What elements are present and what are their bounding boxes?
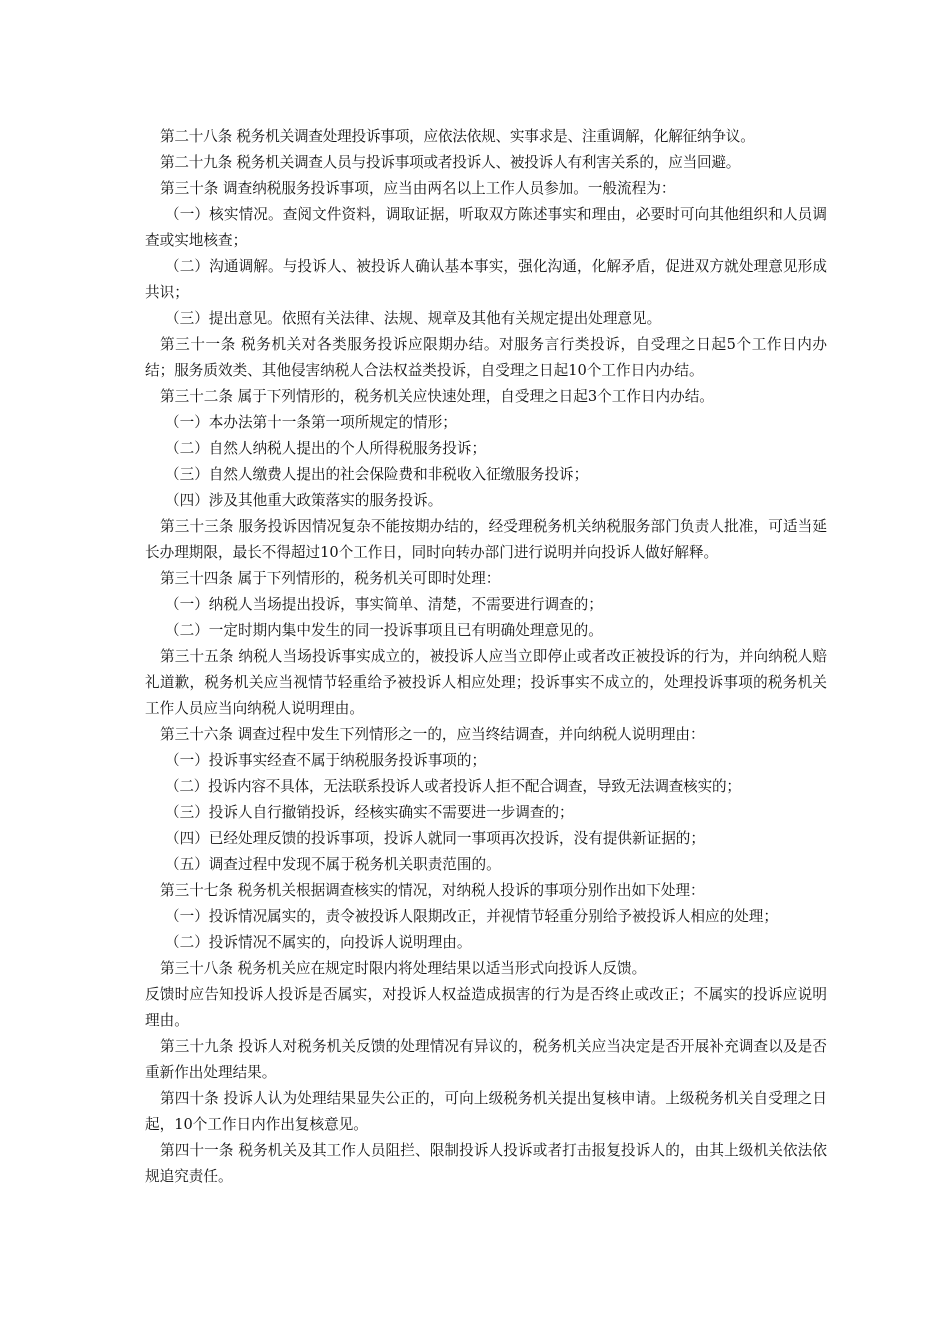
article-32-item-2: （二）自然人纳税人提出的个人所得税服务投诉； bbox=[165, 440, 487, 457]
article-36-item-4: （四）已经处理反馈的投诉事项，投诉人就同一事项再次投诉，没有提供新证据的； bbox=[165, 830, 705, 847]
article-32-item-1: （一）本办法第十一条第一项所规定的情形； bbox=[165, 414, 457, 431]
article-32-item-4: （四）涉及其他重大政策落实的服务投诉。 bbox=[165, 492, 443, 509]
article-41: 第四十一条 税务机关及其工作人员阻拦、限制投诉人投诉或者打击报复投诉人的，由其上级机关依法依规追究责任。 bbox=[145, 1142, 827, 1185]
article-30-item-3: （三）提出意见。依照有关法律、法规、规章及其他有关规定提出处理意见。 bbox=[165, 310, 662, 327]
article-34: 第三十四条 属于下列情形的，税务机关可即时处理： bbox=[160, 570, 501, 587]
document-body bbox=[145, 124, 827, 1190]
article-37-item-1: （一）投诉情况属实的，责令被投诉人限期改正，并视情节轻重分别给予被投诉人相应的处理； bbox=[165, 908, 778, 925]
article-37-item-2: （二）投诉情况不属实的，向投诉人说明理由。 bbox=[165, 934, 472, 951]
article-35: 第三十五条 纳税人当场投诉事实成立的，被投诉人应当立即停止或者改正被投诉的行为，并向纳税人赔礼道歉，税务机关应当视情节轻重给予被投诉人相应处理；投诉事实不成立的，处理投诉事项的税务机关工作人员应当向纳税人说明理由。 bbox=[145, 648, 827, 717]
article-36-item-3: （三）投诉人自行撤销投诉，经核实确实不需要进一步调查的； bbox=[165, 804, 574, 821]
article-36-item-5: （五）调查过程中发现不属于税务机关职责范围的。 bbox=[165, 856, 501, 873]
article-31: 第三十一条 税务机关对各类服务投诉应限期办结。对服务言行类投诉，自受理之日起5个工作日内办结；服务质效类、其他侵害纳税人合法权益类投诉，自受理之日起10个工作日内办结。 bbox=[145, 336, 827, 379]
article-32-item-3: （三）自然人缴费人提出的社会保险费和非税收入征缴服务投诉； bbox=[165, 466, 589, 483]
article-34-item-2: （二）一定时期内集中发生的同一投诉事项且已有明确处理意见的。 bbox=[165, 622, 603, 639]
article-30-item-1: （一）核实情况。查阅文件资料，调取证据，听取双方陈述事实和理由，必要时可向其他组织和人员调查或实地核查； bbox=[145, 206, 827, 249]
article-39: 第三十九条 投诉人对税务机关反馈的处理情况有异议的，税务机关应当决定是否开展补充调查以及是否重新作出处理结果。 bbox=[145, 1038, 827, 1081]
article-29: 第二十九条 税务机关调查人员与投诉事项或者投诉人、被投诉人有利害关系的，应当回避。 bbox=[160, 154, 741, 171]
article-30-item-2: （二）沟通调解。与投诉人、被投诉人确认基本事实，强化沟通，化解矛盾，促进双方就处理意见形成共识； bbox=[145, 258, 827, 301]
article-28: 第二十八条 税务机关调查处理投诉事项，应依法依规、实事求是、注重调解，化解征纳争议。 bbox=[160, 128, 755, 145]
article-30: 第三十条 调查纳税服务投诉事项，应当由两名以上工作人员参加。一般流程为： bbox=[160, 180, 676, 197]
article-32: 第三十二条 属于下列情形的，税务机关应快速处理，自受理之日起3个工作日内办结。 bbox=[160, 388, 714, 405]
article-38-feedback-note: 反馈时应告知投诉人投诉是否属实，对投诉人权益造成损害的行为是否终止或改正；不属实的投诉应说明理由。 bbox=[145, 986, 827, 1029]
article-36-item-1: （一）投诉事实经查不属于纳税服务投诉事项的； bbox=[165, 752, 487, 769]
article-40: 第四十条 投诉人认为处理结果显失公正的，可向上级税务机关提出复核申请。上级税务机关自受理之日起，10个工作日内作出复核意见。 bbox=[145, 1090, 827, 1133]
article-37: 第三十七条 税务机关根据调查核实的情况，对纳税人投诉的事项分别作出如下处理： bbox=[160, 882, 705, 899]
article-36-item-2: （二）投诉内容不具体，无法联系投诉人或者投诉人拒不配合调查，导致无法调查核实的； bbox=[165, 778, 741, 795]
article-34-item-1: （一）纳税人当场提出投诉，事实简单、清楚，不需要进行调查的； bbox=[165, 596, 603, 613]
article-38: 第三十八条 税务机关应在规定时限内将处理结果以适当形式向投诉人反馈。 bbox=[160, 960, 647, 977]
article-33: 第三十三条 服务投诉因情况复杂不能按期办结的，经受理税务机关纳税服务部门负责人批准，可适当延长办理期限，最长不得超过10个工作日，同时向转办部门进行说明并向投诉人做好解释。 bbox=[145, 518, 827, 561]
article-36: 第三十六条 调查过程中发生下列情形之一的，应当终结调查，并向纳税人说明理由： bbox=[160, 726, 705, 743]
